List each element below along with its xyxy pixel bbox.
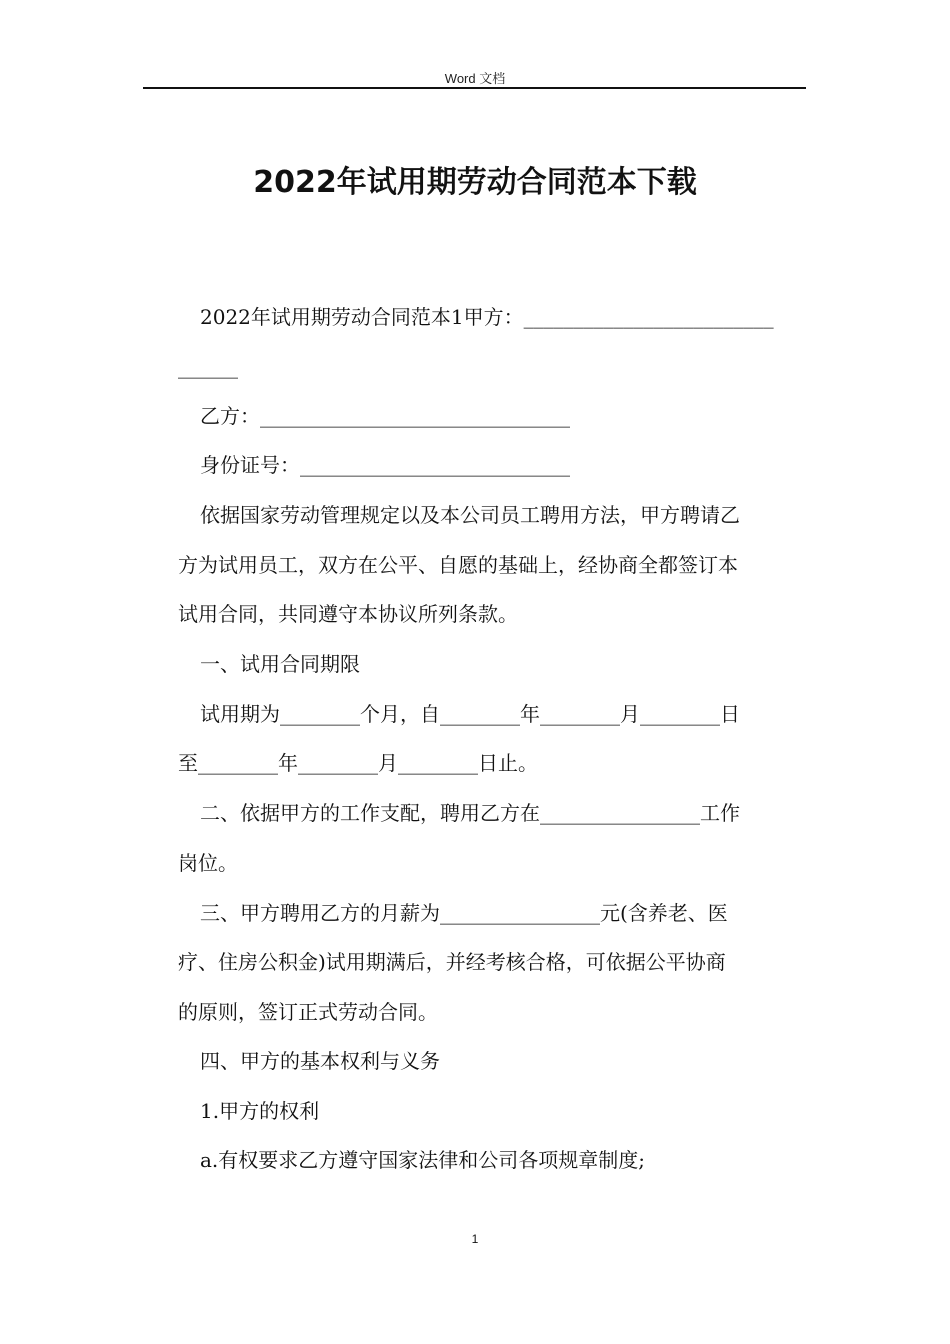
paragraph-line: 的原则，签订正式劳动合同。 bbox=[178, 1000, 438, 1024]
page-header-text: Word 文档 bbox=[444, 71, 506, 86]
paragraph-line: 2022年试用期劳动合同范本1甲方：_________________________ bbox=[200, 305, 774, 329]
paragraph-line: 二、依据甲方的工作支配，聘用乙方在________________工作 bbox=[200, 801, 740, 825]
paragraph-line: ______ bbox=[178, 355, 238, 379]
paragraph-line: 依据国家劳动管理规定以及本公司员工聘用方法，甲方聘请乙 bbox=[200, 503, 740, 527]
section-heading: 一、试用合同期限 bbox=[200, 652, 360, 676]
page-number: 1 bbox=[471, 1232, 479, 1246]
paragraph-line: 试用期为________个月，自________年________月________日 bbox=[200, 702, 740, 726]
document-title: 2022年试用期劳动合同范本下载 bbox=[253, 165, 697, 200]
paragraph-line: 疗、住房公积金)试用期满后，并经考核合格，可依据公平协商 bbox=[178, 950, 726, 974]
paragraph-line: 身份证号：___________________________ bbox=[200, 453, 570, 477]
paragraph-line: 三、甲方聘用乙方的月薪为________________元(含养老、医 bbox=[200, 901, 728, 925]
header-divider bbox=[143, 87, 806, 89]
paragraph-line: 至________年________月________日止。 bbox=[178, 751, 538, 775]
paragraph-line: a.有权要求乙方遵守国家法律和公司各项规章制度; bbox=[200, 1148, 646, 1172]
paragraph-line: 岗位。 bbox=[178, 851, 238, 875]
section-heading: 四、甲方的基本权利与义务 bbox=[200, 1049, 440, 1073]
paragraph-line: 方为试用员工，双方在公平、自愿的基础上，经协商全都签订本 bbox=[178, 553, 738, 577]
paragraph-line: 乙方：_______________________________ bbox=[200, 404, 570, 428]
paragraph-line: 试用合同，共同遵守本协议所列条款。 bbox=[178, 602, 518, 626]
subsection-heading: 1.甲方的权利 bbox=[200, 1099, 320, 1123]
